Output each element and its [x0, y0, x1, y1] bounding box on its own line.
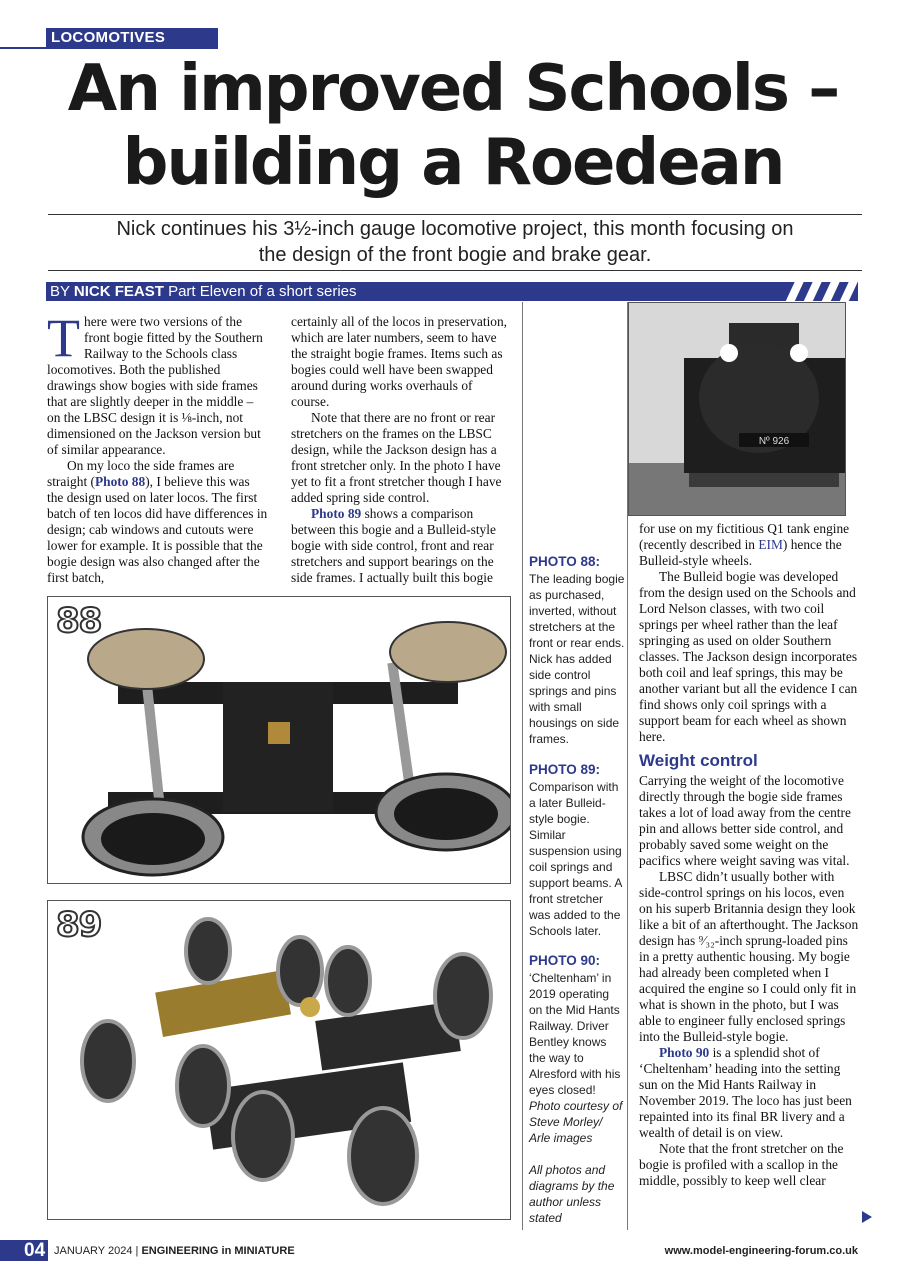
issue-line [54, 1244, 295, 1258]
continue-arrow-icon [862, 1211, 872, 1223]
byline-stripe [784, 282, 804, 301]
body-column-4 [639, 521, 861, 1189]
paragraph-text: On my loco the side frames are straight ( [47, 458, 235, 489]
photo-89 [47, 900, 511, 1220]
paragraph [639, 1045, 861, 1141]
wheel [82, 1021, 134, 1101]
paragraph: Note that there are no front or rear stretchers on the frames on the LBSC design, while the Jackson design has a front stretcher only. In the photo I have yet to fit a front stretcher though I have added spring side control. [291, 410, 502, 505]
headline-line-1: An improved Schools – [67, 52, 839, 126]
magazine-name: ENGINEERING in MINIATURE [141, 1245, 295, 1257]
paragraph-text: shows a comparison between this bogie and a Bulleid-style bogie with side control, front and rear stretchers and support bearings on the side frames. I actually built this bogie [291, 506, 496, 585]
buffer-beam [689, 473, 839, 487]
photo-number: 88 [56, 601, 102, 641]
paragraph: Note that the front stretcher on the bogie is profiled with a scallop in the middle, possibly to keep well clear [639, 1141, 844, 1188]
caption-90 [529, 952, 625, 1226]
photo-reference: Photo 89 [311, 506, 362, 521]
section-tag: LOCOMOTIVES [46, 28, 218, 48]
paragraph [291, 506, 514, 586]
paragraph [639, 521, 861, 569]
paragraph-text: is a splendid shot of ‘Cheltenham’ heading into the setting sun on the Mid Hants Railway in November 2019. The loco has just been repainted into its final BR livery and a wealth of detail is on view. [639, 1045, 852, 1140]
wheel [390, 622, 506, 682]
paragraph: The Bulleid bogie was developed from the design used on the Schools and Lord Nelson classes, with two coil springs per wheel rather than the leaf springing as used on older Southern classes. The Jackson design incorporates both coil and leaf springs, this may be another variant but all the evidence I can find shows only coil springs with a support beam for each wheel as shown here. [639, 569, 858, 744]
caption-88 [529, 553, 625, 747]
wheel-spokes [394, 788, 498, 840]
standfirst-bottom-rule [48, 270, 862, 271]
paragraph [47, 308, 269, 458]
caption-text: Comparison with a later Bulleid-style bogie. Similar suspension using coil springs and support beams. A front stretcher was added to the Schools later. [529, 780, 622, 938]
byline-bar [46, 282, 858, 301]
paragraph: LBSC didn’t usually bother with side-control springs on his locos, even on his superb Britannia design they look like a bit of an afterthought. The Jackson design has ⁹⁄₃₂-inch sprung-loaded pins in a pretty authentic housing. My bogie had already been completed when I acquired the engine so I could only fit in what is shown in the photo, but I was able to engineer fully enclosed springs into the Bulleid-style bogie. [639, 869, 859, 1044]
headline-line-2: building a Roedean [122, 126, 784, 200]
website-url: www.model-engineering-forum.co.uk [664, 1245, 858, 1257]
photo-number: 89 [56, 905, 102, 945]
footer-separator: | [132, 1245, 142, 1257]
bogie-centre [223, 682, 333, 812]
subheading: Weight control [639, 751, 758, 770]
caption-text: The leading bogie as purchased, inverted, without stretchers at the front or rear ends. Nick has added side control springs and pins with small housings on side frames. [529, 572, 625, 746]
photo-credit-note: All photos and diagrams by the author unless stated [529, 1163, 615, 1225]
byline-stripe [838, 282, 858, 301]
drop-cap: T [47, 308, 80, 368]
wheel [326, 947, 370, 1015]
wheel-spokes [101, 813, 205, 865]
paragraph: certainly all of the locos in preservation, which are later numbers, seem to have the straight bogie frames. Items such as bogies could well have been swapped around during works overhauls of course. [291, 314, 508, 409]
standfirst [48, 216, 862, 268]
paragraph: Carrying the weight of the locomotive directly through the bogie side frames takes a lot of load away from the centre pin and allows better side control, and probably saved some weight on the pacifics where weight saving was vital. [639, 773, 851, 868]
caption-credit: Photo courtesy of Steve Morley/ Arle images [529, 1099, 623, 1145]
caption-heading: PHOTO 89: [529, 762, 601, 777]
caption-89 [529, 761, 625, 939]
caption-heading: PHOTO 90: [529, 953, 601, 968]
standfirst-line-2: the design of the front bogie and brake gear. [258, 244, 652, 266]
byline-part: Part Eleven of a short series [163, 283, 357, 300]
body-column-1 [47, 308, 269, 586]
bearing [300, 997, 320, 1017]
caption-text: ‘Cheltenham’ in 2019 operating on the Mid Hants Railway. Driver Bentley knows the way to Alresford with his eyes closed! [529, 971, 621, 1097]
byline [50, 282, 357, 301]
paragraph-text: ), I believe this was the design used on later locos. The first batch of ten locos did have differences in design; cab windows and cutouts were lower for example. It is possible that the bogie design was also changed after the first batch, [47, 474, 268, 585]
section-rule [0, 47, 218, 49]
locomotive-illustration [629, 303, 846, 516]
body-column-2 [291, 314, 514, 586]
photo-reference: Photo 88 [94, 474, 146, 489]
lamp [790, 344, 808, 362]
wheel [177, 1046, 229, 1126]
bogie-frame [155, 970, 291, 1037]
bogie-illustration [48, 597, 511, 884]
byline-by: BY [50, 283, 74, 300]
lamp [720, 344, 738, 362]
byline-stripe [802, 282, 822, 301]
photo-88 [47, 596, 511, 884]
column-divider [522, 302, 523, 1230]
headline [20, 52, 886, 200]
paragraph-text: here were two versions of the front bogie fitted by the Southern Railway to the Schools class locomotives. Both the published drawings show bogies with side frames that are slightly deeper in the middle – on the LBSC design it is ⅛-inch, not dimensioned on the Jackson version but of similar appearance. [47, 314, 263, 457]
wheel [435, 954, 491, 1038]
caption-heading: PHOTO 88: [529, 554, 601, 569]
wheel [186, 919, 230, 983]
paragraph-text: ) hence the Bulleid-style wheels. [639, 537, 842, 568]
bogie-comparison-illustration [48, 901, 511, 1220]
issue-date: JANUARY 2024 [54, 1245, 133, 1257]
centre-pin [268, 722, 290, 744]
paragraph-text: for use on my fictitious Q1 tank engine (recently described in [639, 521, 850, 552]
standfirst-line-1: Nick continues his 3½-inch gauge locomotive project, this month focusing on [116, 218, 794, 240]
standfirst-top-rule [48, 214, 862, 215]
wheel [278, 937, 322, 1005]
wheel [88, 629, 204, 689]
wheel [233, 1092, 293, 1180]
wheel [349, 1108, 417, 1204]
photo-90 [628, 302, 846, 516]
paragraph [47, 458, 269, 586]
magazine-reference: EIM [758, 537, 783, 552]
photo-reference: Photo 90 [659, 1045, 710, 1060]
byline-author: NICK FEAST [73, 283, 164, 300]
byline-stripe [820, 282, 840, 301]
loco-number: Nº 926 [758, 436, 790, 447]
page-number: 04 [24, 1240, 46, 1261]
